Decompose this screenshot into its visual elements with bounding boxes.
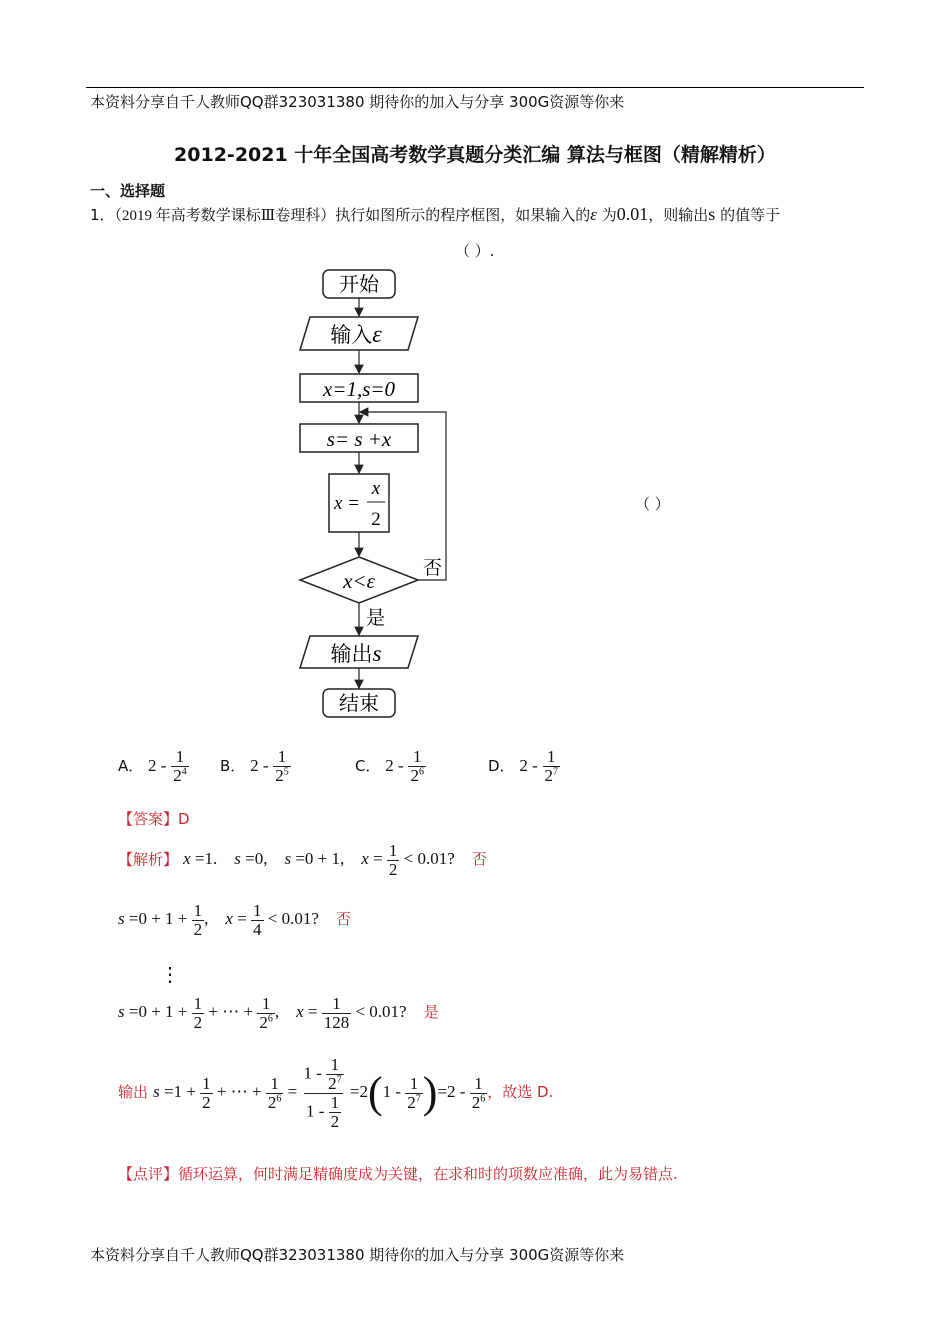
comment-text: 循环运算，何时满足精确度成为关键，在求和时的项数应准确，此为易错点. [178,1165,678,1183]
option-label: C． [355,756,381,775]
analysis-output-label: 输出 [118,1083,149,1102]
flow-start-label: 开始 [339,272,379,296]
question-epsilon: ε [590,205,597,224]
question-value: 0.01 [616,204,649,224]
flow-update-x-lhs: x = [334,493,361,514]
analysis-no-2: 否 [336,910,352,929]
analysis-yes: 是 [423,1003,439,1022]
question-text-a: 执行如图所示的程序框图，如果输入的 [335,206,591,224]
answer-blank-2: （ ） [635,495,670,513]
analysis-math-2: s =0 + 1 + $\frac{1}{2}$ , x = $\frac{1}{4}$ < 0.01? [118,901,319,939]
flow-end-label: 结束 [339,691,379,715]
analysis-conclusion: ，故选 D. [487,1083,554,1102]
analysis-tag: 【解析】 [118,850,179,869]
option-base: 2 - [519,755,538,775]
flow-yes-label: 是 [366,607,386,629]
analysis-line-1 [118,842,487,879]
section-heading: 一、选择题 [90,182,166,200]
analysis-math-1: x =1. s =0, s =0 + 1, x = $\frac{1}{2}$ < 0.01? [183,841,455,879]
analysis-output-math: s =1 + $\frac{1}{2}$ + ⋯ + $\frac{1}{2^6}$ = 1 - $\frac{1}{2^7}$ 1 - $\frac{1}{2}$ =2(1 - $\frac{1}{2^7}$ )=2 - $\frac{1}{2^6}$ [153,1055,486,1131]
footer-text: 本资料分享自千人教师QQ群323031380 期待你的加入与分享 300G资源等你来 [90,1246,625,1264]
flow-output-label: 输出s [330,641,382,666]
option-a[interactable] [118,748,189,785]
option-c[interactable] [355,748,426,785]
analysis-no-1: 否 [471,850,487,869]
flow-input-label: 输入ε [330,322,382,348]
answer-blank: （ ）. [455,242,495,260]
option-fraction: $\frac{1}{2^4}$ [173,747,187,785]
option-label: A． [118,756,144,775]
flow-update-x-num: x [371,478,381,499]
question-number: 1． [90,206,115,224]
question-text-b: 为 [596,206,617,224]
header-rule [86,87,864,88]
flow-init-label: x=1,s=0 [322,377,396,401]
question-s: s [708,204,716,224]
answer-value: D [178,810,190,828]
option-base: 2 - [250,755,269,775]
analysis-line-2 [118,902,351,939]
option-b[interactable] [220,748,291,785]
option-fraction: $\frac{1}{2^6}$ [410,747,424,785]
question-text-d: 的值等于 [715,206,781,224]
flow-no-label: 否 [423,557,443,579]
page-title: 2012-2021 十年全国高考数学真题分类汇编 算法与框图（精解精析） [174,144,776,166]
option-fraction: $\frac{1}{2^7}$ [544,747,559,785]
answer-tag: 【答案】 [118,810,179,828]
analysis-math-3: s =0 + 1 + $\frac{1}{2}$ + ⋯ + $\frac{1}{2^6}$ , x = $\frac{1}{128}$ < 0.01? [118,994,407,1032]
question-text [90,204,780,225]
analysis-output-line [118,1056,553,1130]
comment-tag: 【点评】 [118,1165,179,1183]
flow-update-s-label: s= s +x [326,427,392,451]
flow-condition-label: x<ε [343,569,375,593]
flowchart [290,262,470,724]
option-fraction: $\frac{1}{2^5}$ [275,747,289,785]
answer-line [118,808,190,829]
option-base: 2 - [385,755,404,775]
option-d[interactable] [488,748,560,785]
analysis-vdots: ⋮ [160,964,180,986]
analysis-line-3 [118,995,439,1032]
flow-update-x-den: 2 [371,509,381,530]
question-source: （2019 年高考数学课标Ⅲ卷理科） [114,208,336,224]
option-label: B． [220,756,246,775]
option-label: D． [488,756,515,775]
comment-line [118,1163,678,1184]
option-base: 2 - [148,755,167,775]
question-text-c: ，则输出 [648,206,709,224]
header-text: 本资料分享自千人教师QQ群323031380 期待你的加入与分享 300G资源等你来 [90,93,625,111]
